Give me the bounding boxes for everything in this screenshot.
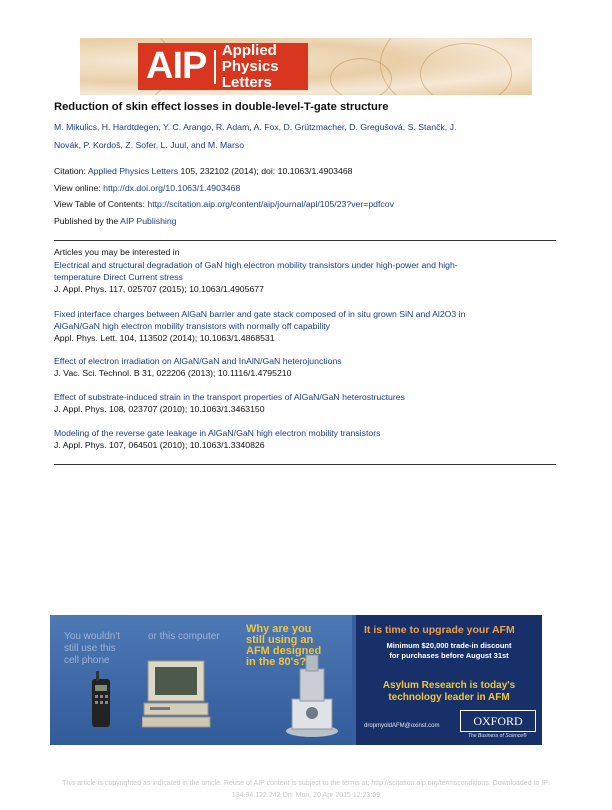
related-title-link[interactable]: AlGaN/GaN high electron mobility transistors with normally off capability (54, 321, 331, 331)
footer-line-2: 134.94.122.242 On: Mon, 20 Apr 2015 12:23:09 (231, 792, 381, 799)
ad-asylum-line-2: technology leader in AFM (388, 692, 510, 703)
oxford-logo-text: OXFORD (473, 714, 523, 728)
advertisement[interactable] (50, 615, 542, 745)
ad-left-panel (50, 615, 352, 745)
related-item (54, 308, 554, 344)
ad-grey-text-4: or this computer (148, 631, 220, 642)
old-cell-phone-icon (86, 671, 116, 731)
ad-offer-line-2: for purchases before August 31st (389, 651, 509, 660)
citation-details: 105, 232102 (2014); doi: 10.1063/1.4903468 (178, 166, 353, 176)
ad-offer-line-1: Minimum $20,000 trade-in discount (386, 641, 512, 650)
author-line-1[interactable]: M. Mikulics, H. Hardtdegen, Y. C. Arango, R. Adam, A. Fox, D. Grützmacher, D. Gregušová, S. Stančk, J. (54, 122, 457, 132)
ad-tagline: The Business of Science® (468, 733, 527, 739)
related-item (54, 427, 554, 451)
ad-grey-text-1: You wouldn't (64, 631, 121, 642)
old-computer-icon (142, 659, 212, 731)
ad-grey-text-3: cell phone (64, 655, 110, 666)
related-citation: J. Appl. Phys. 107, 064501 (2010); 10.1063/1.3340826 (54, 440, 265, 450)
ad-asylum-line-1: Asylum Research is today's (382, 680, 516, 691)
ad-question-line-4: in the 80's? (246, 656, 307, 668)
ad-question (246, 624, 321, 668)
related-title-link[interactable]: Effect of electron irradiation on AlGaN/GaN and InAlN/GaN heterojunctions (54, 356, 342, 366)
article-title: Reduction of skin effect losses in double-level-T-gate structure (54, 101, 389, 113)
related-citation: J. Vac. Sci. Technol. B 31, 022206 (2013); 10.1116/1.4795210 (54, 368, 292, 378)
related-item (54, 391, 554, 415)
journal-name-line1: Applied Physics (221, 41, 279, 75)
journal-name (222, 43, 308, 91)
logo-divider (214, 50, 215, 84)
citation-journal-link[interactable]: Applied Physics Letters (87, 166, 179, 176)
ad-right-panel (356, 615, 542, 745)
related-item (54, 259, 554, 295)
toc-label: View Table of Contents: (54, 199, 148, 209)
ad-email-link[interactable]: dropmyoldAFM@oxinst.com (364, 723, 440, 729)
related-title-link[interactable]: Modeling of the reverse gate leakage in AlGaN/GaN high electron mobility transistors (54, 428, 381, 438)
view-online-label: View online: (54, 183, 104, 193)
aip-logo[interactable] (138, 43, 308, 90)
related-citation: J. Appl. Phys. 117, 025707 (2015); 10.1063/1.4905677 (54, 284, 264, 294)
doi-link[interactable]: http://dx.doi.org/10.1063/1.4903468 (103, 183, 241, 193)
related-title-link[interactable]: temperature Direct Current stress (54, 272, 183, 282)
ad-question-line-1: Why are you (246, 623, 312, 635)
toc-line (54, 199, 394, 209)
divider-top (54, 240, 556, 241)
citation-prefix: Citation: (54, 166, 88, 176)
citation-line (54, 166, 353, 176)
related-citation: J. Appl. Phys. 108, 023707 (2010); 10.1063/1.3463150 (54, 404, 265, 414)
related-heading: Articles you may be interested in (54, 247, 180, 257)
ad-headline: It is time to upgrade your AFM (364, 624, 515, 636)
copyright-footer (20, 778, 592, 802)
view-online-line (54, 183, 240, 193)
toc-link[interactable]: http://scitation.aip.org/content/aip/journal/apl/105/23?ver=pdfcov (147, 199, 394, 209)
oxford-instruments-logo (460, 710, 536, 732)
related-citation: Appl. Phys. Lett. 104, 113502 (2014); 10.1063/1.4868531 (54, 333, 275, 343)
publisher-line (54, 216, 177, 226)
journal-banner (80, 38, 532, 95)
related-title-link[interactable]: Electrical and structural degradation of GaN high electron mobility transistors under high-power and high- (54, 260, 458, 270)
ad-asylum-text (364, 680, 534, 704)
author-line-2[interactable]: Novák, P. Kordoš, Z. Sofer, L. Juul, and M. Marso (54, 140, 245, 150)
ad-question-line-2: still using an (246, 634, 314, 646)
publisher-prefix: Published by the (54, 216, 121, 226)
related-item (54, 355, 554, 379)
ad-grey-text-2: still use this (64, 643, 116, 654)
author-list (54, 118, 554, 154)
ad-question-line-3: AFM designed (246, 645, 322, 657)
related-title-link[interactable]: Fixed interface charges between AlGaN barrier and gate stack composed of in situ grown SiN and Al2O3 in (54, 309, 466, 319)
journal-name-line2: Letters (221, 73, 272, 91)
publisher-link[interactable]: AIP Publishing (120, 216, 177, 226)
related-title-link[interactable]: Effect of substrate-induced strain in the transport properties of AlGaN/GaN heterostructures (54, 392, 405, 402)
footer-line-1: This article is copyrighted as indicated in the article. Reuse of AIP content is subject to the terms at: http://scitation.aip.org/termsconditions. Downloaded to IP: (62, 780, 550, 787)
aip-logo-mark: AIP (146, 45, 207, 87)
divider-bottom (54, 464, 556, 465)
